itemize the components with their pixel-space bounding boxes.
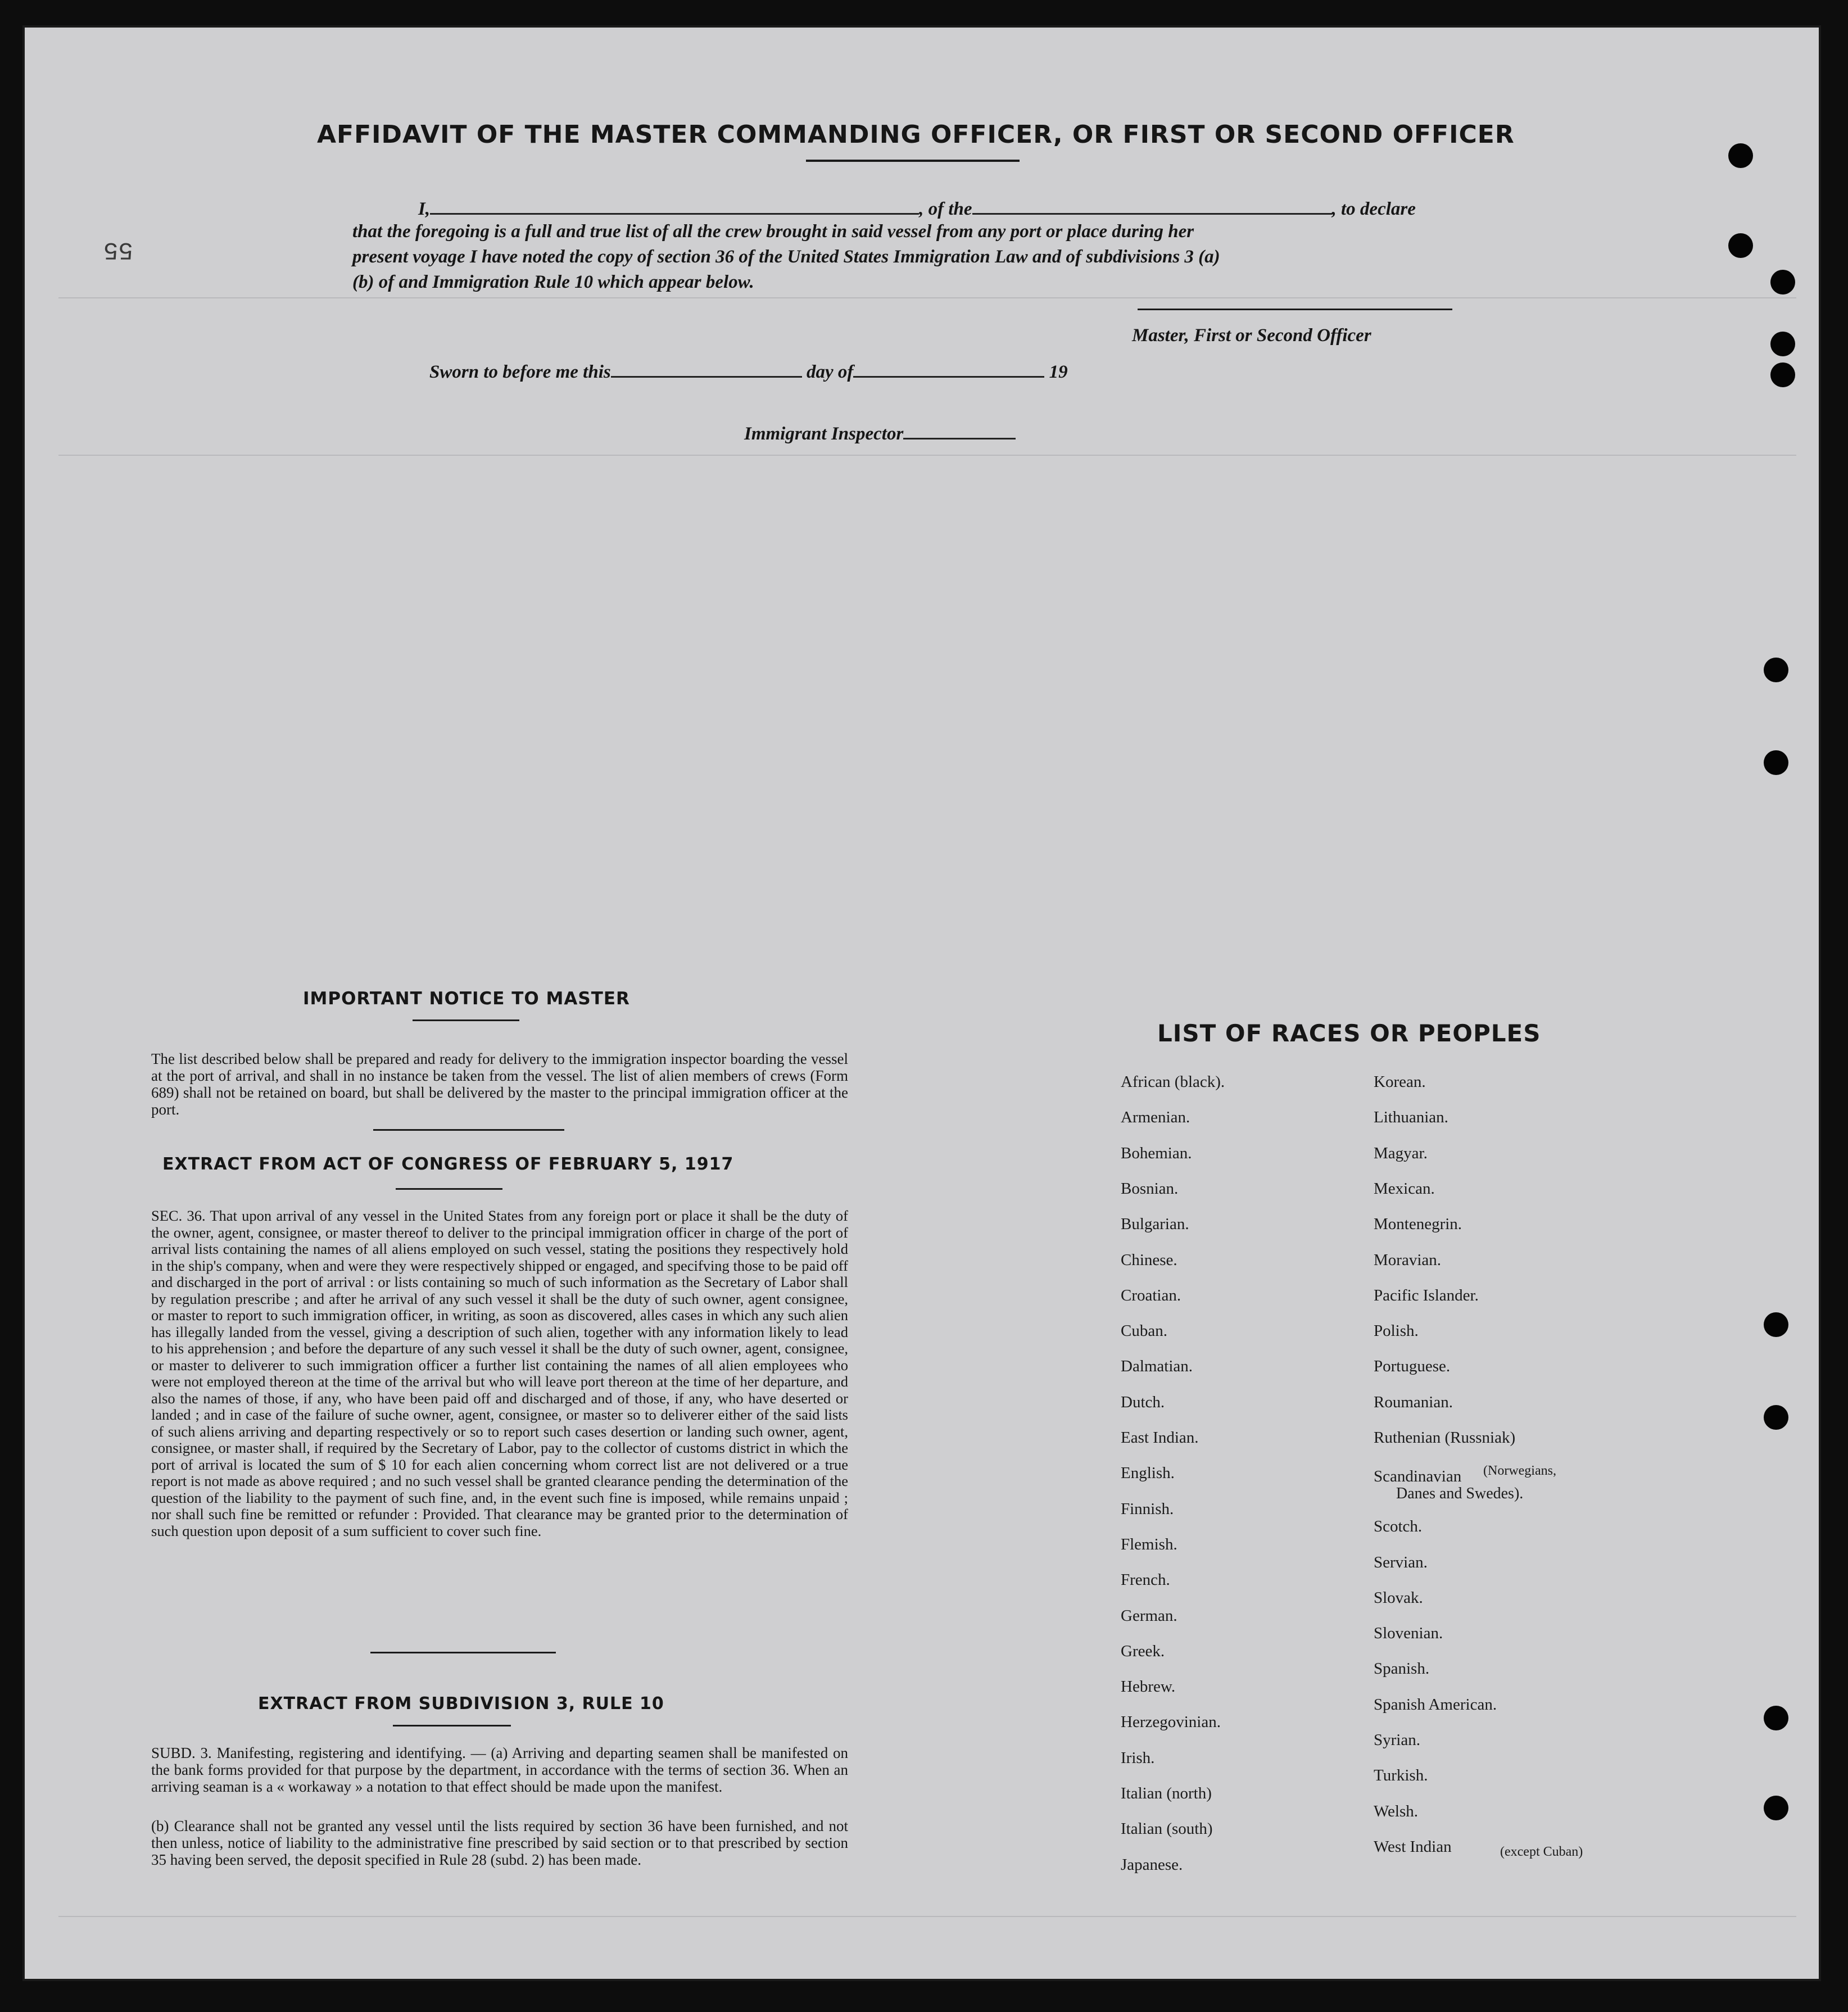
sheet-number: 55 (103, 235, 133, 264)
race-item: East Indian. (1121, 1429, 1199, 1447)
race-item: Korean. (1374, 1073, 1426, 1091)
race-item: Japanese. (1121, 1855, 1183, 1874)
punch-hole (1728, 143, 1753, 168)
race-item: Cuban. (1121, 1322, 1167, 1340)
race-item: English. (1121, 1464, 1175, 1483)
race-item: Greek. (1121, 1642, 1165, 1660)
race-item: Bohemian. (1121, 1144, 1192, 1162)
race-item: Italian (north) (1121, 1784, 1212, 1802)
race-item: Dalmatian. (1121, 1357, 1193, 1376)
inspector-line (744, 421, 1016, 445)
master-signature-line[interactable] (1138, 309, 1452, 310)
race-item: Croatian. (1121, 1286, 1181, 1304)
i-label: I, (418, 199, 431, 219)
scandinavian-note-1: (Norwegians, (1483, 1463, 1556, 1478)
act-extract-title: EXTRACT FROM ACT OF CONGRESS OF FEBRUARY 5, 1917 (162, 1154, 734, 1174)
race-item: Turkish. (1374, 1766, 1428, 1785)
sworn-label: Sworn to before me this (429, 362, 611, 382)
race-item: Scandinavian (1374, 1467, 1462, 1486)
race-item: Spanish American. (1374, 1695, 1497, 1714)
affidavit-title: AFFIDAVIT OF THE MASTER COMMANDING OFFICER, OR FIRST OR SECOND OFFICER (317, 120, 1515, 149)
race-item: Portuguese. (1374, 1357, 1451, 1376)
race-item: West Indian (1374, 1837, 1452, 1856)
race-item: Finnish. (1121, 1499, 1174, 1518)
notice-body: The list described below shall be prepared and ready for delivery to the immigration inspector boarding the vessel at the port of arrival, and shall in no instance be taken from the vessel. The list of alien members of crews (Form 689) shall not be retained on board, but shall be delivered by the master to the principal immigration officer at the port. (151, 1050, 848, 1118)
race-item: African (black). (1121, 1073, 1225, 1091)
vessel-blank[interactable] (972, 196, 1332, 215)
punch-hole (1770, 332, 1795, 356)
races-title: LIST OF RACES OR PEOPLES (1157, 1019, 1541, 1047)
race-item: Dutch. (1121, 1393, 1165, 1411)
affidavit-line1 (418, 196, 1416, 220)
race-item: Italian (south) (1121, 1820, 1213, 1838)
inspector-label: Immigrant Inspector (744, 424, 904, 444)
scandinavian-note-2: Danes and Swedes). (1396, 1485, 1524, 1502)
rule-rule (393, 1725, 511, 1726)
race-item: Spanish. (1374, 1660, 1430, 1678)
race-item: Herzegovinian. (1121, 1713, 1221, 1732)
punch-hole (1764, 750, 1788, 775)
name-blank[interactable] (430, 196, 919, 215)
race-item: Mexican. (1374, 1179, 1435, 1198)
notice-title: IMPORTANT NOTICE TO MASTER (303, 989, 630, 1009)
race-item: Servian. (1374, 1553, 1428, 1571)
race-item: Syrian. (1374, 1731, 1420, 1750)
sworn-day-blank[interactable] (611, 359, 802, 378)
race-item: Moravian. (1374, 1250, 1441, 1269)
day-of-label: day of (806, 362, 854, 382)
document-sheet (22, 25, 1821, 1981)
title-rule (806, 160, 1020, 162)
sworn-month-blank[interactable] (853, 359, 1044, 378)
ghost-line (58, 297, 1796, 298)
race-item: French. (1121, 1571, 1170, 1589)
race-item: Irish. (1121, 1748, 1155, 1767)
punch-hole (1770, 270, 1795, 294)
notice-end-rule (373, 1129, 564, 1131)
race-item: German. (1121, 1606, 1177, 1625)
sworn-line (429, 359, 1068, 383)
race-item: Bosnian. (1121, 1179, 1179, 1198)
race-item: Slovenian. (1374, 1624, 1443, 1643)
ghost-line (58, 1916, 1796, 1917)
punch-hole (1764, 1405, 1788, 1430)
inspector-signature-blank[interactable] (903, 421, 1016, 439)
race-item: Bulgarian. (1121, 1215, 1189, 1234)
act-extract-body: SEC. 36. That upon arrival of any vessel in the United States from any foreign port or place it shall be the duty of the owner, agent, consignee, or master thereof to deliver to the principal immigration officer in charge of the port of arrival lists containing the names of all aliens employed on such vessel, stating the positions they respectively hold in the ship's company, when and were they were respectively shipped or engaged, and specifving those to be paid off and discharged in the port of arrival : or lists containing so much of such information as the Secretary of Labor shall by regulation prescribe ; and after he arrival of any such vessel it shall be the duty of such owner, agent consignee, or master to report to such immigration officer, in writing, as soon as discovered, alles cases in which any such alien has illegally landed from the vessel, giving a description of such alien, together with any information likely to lead to his apprehension ; and before the departure of any such vessel it shall be the duty of such owner, agent, consignee, or master to deliverer to such immigration officer a further list containing the names of all alien employees who were not employed thereon at the time of the arrival but who will leave port thereon at the time of her departure, and also the names of those, if any, who have been paid off and discharged and of those, if any, who have deserted or landed ; and in case of the failure of suche owner, agent, consignee, or master so to deliverer either of the said lists of such aliens arriving and departing respectively or so to report such cases desertion or landing such owner, agent, consignee, or master shall, if required by the Secretary of Labor, pay to the collector of customs district in which the port of arrival is located the sum of $ 10 for each alien concerning whom correct list are not delivered or a true report is not made as above required ; and no such vessel shall be granted clearance pending the determination of the question of the liability to the payment of such fine, and, in the event such fine is imposed, while remains unpaid ; nor shall such fine be remitted or refunder : Provided. That clearance may be granted prior to the determination of such question upon deposit of a sum sufficient to cover such fine. (151, 1207, 848, 1539)
race-item: Chinese. (1121, 1250, 1177, 1269)
punch-hole (1764, 1706, 1788, 1730)
affidavit-line2: that the foregoing is a full and true list of all the crew brought in said vessel from any port or place during her (352, 221, 1194, 242)
punch-hole (1764, 1312, 1788, 1337)
race-item: Hebrew. (1121, 1678, 1176, 1696)
race-item: Armenian. (1121, 1108, 1190, 1127)
year-label: 19 (1049, 362, 1068, 382)
punch-hole (1728, 233, 1753, 258)
of-label: , of the (919, 199, 972, 219)
master-label: Master, First or Second Officer (1132, 325, 1371, 346)
ghost-line (58, 455, 1796, 456)
race-item: Scotch. (1374, 1517, 1423, 1536)
race-item: Magyar. (1374, 1144, 1428, 1162)
punch-hole (1764, 1796, 1788, 1820)
race-item: Ruthenian (Russniak) (1374, 1429, 1516, 1447)
act-end-rule (370, 1652, 556, 1653)
race-item: Polish. (1374, 1322, 1419, 1340)
race-item: Montenegrin. (1374, 1215, 1462, 1234)
race-item: Welsh. (1374, 1802, 1419, 1820)
affidavit-line4: (b) of and Immigration Rule 10 which appear below. (352, 272, 754, 292)
race-item: Lithuanian. (1374, 1108, 1448, 1127)
rule-extract-body-b: (b) Clearance shall not be granted any vessel until the lists required by section 36 have been furnished, and not then unless, notice of liability to the administrative fine prescribed by said section or to that prescribed by section 35 having been served, the deposit specified in Rule 28 (subd. 2) has been made. (151, 1818, 848, 1868)
west-indian-note: (except Cuban) (1500, 1845, 1583, 1859)
race-item: Flemish. (1121, 1535, 1177, 1553)
punch-hole (1770, 362, 1795, 387)
declare-label: , to declare (1331, 199, 1416, 219)
punch-hole (1764, 658, 1788, 682)
race-item: Pacific Islander. (1374, 1286, 1479, 1304)
race-item: Slovak. (1374, 1588, 1423, 1607)
race-item: Roumanian. (1374, 1393, 1453, 1411)
rule-extract-body-a: SUBD. 3. Manifesting, registering and identifying. — (a) Arriving and departing seamen shall be manifested on the bank forms provided for that purpose by the department, in accordance with the terms of section 36. When an arriving seaman is a « workaway » a notation to that effect should be made upon the manifest. (151, 1744, 848, 1795)
affidavit-line3: present voyage I have noted the copy of section 36 of the United States Immigration Law and of subdivisions 3 (a) (352, 247, 1220, 267)
rule-extract-title: EXTRACT FROM SUBDIVISION 3, RULE 10 (258, 1694, 664, 1714)
act-rule (396, 1188, 502, 1190)
notice-rule (413, 1019, 519, 1021)
